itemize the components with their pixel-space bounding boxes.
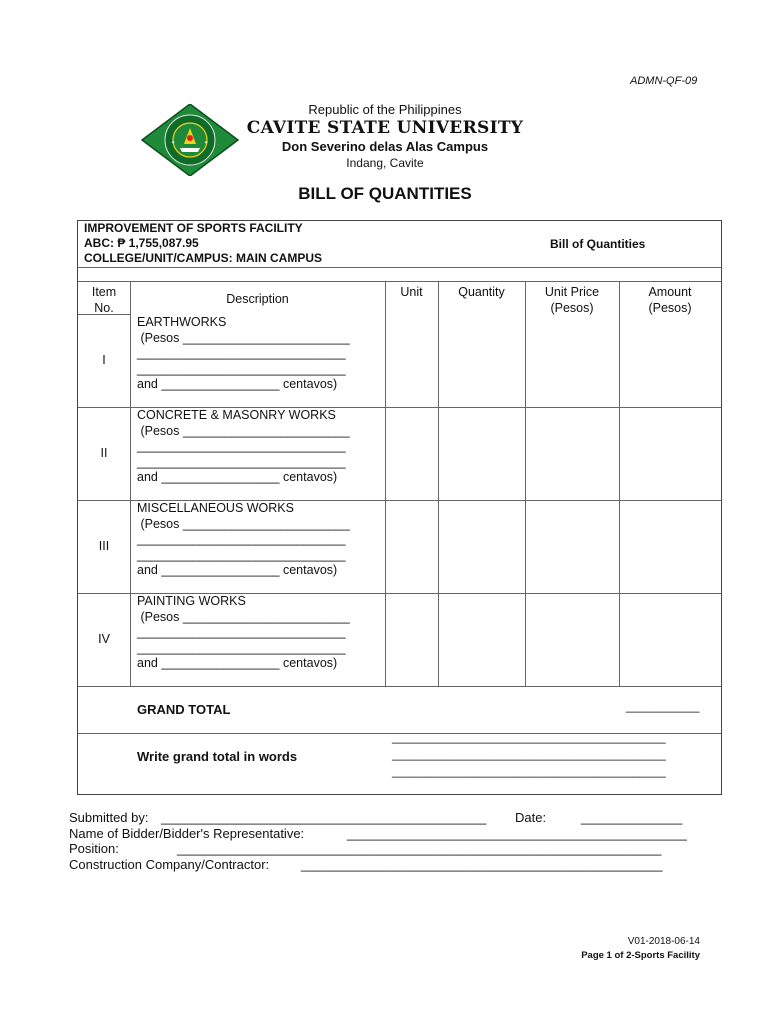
position-field[interactable]: ___________________________________________________________________ xyxy=(177,841,662,856)
column-header-unit-price: Unit Price (Pesos) xyxy=(544,285,600,315)
page-title: BILL OF QUANTITIES xyxy=(298,184,472,203)
contractor-row xyxy=(69,856,663,873)
section-description: CONCRETE & MASONRY WORKS (Pesos ________________________ ______________________________ ______________________________ and _________________ centavos) xyxy=(137,408,350,484)
campus-name: Don Severino delas Alas Campus xyxy=(281,139,489,154)
submitted-by-field[interactable]: _____________________________________________ xyxy=(161,810,487,825)
section-description: EARTHWORKS (Pesos ________________________ ______________________________ ______________________________ and _________________ centavos) xyxy=(137,315,350,391)
section-number: IV xyxy=(98,632,110,646)
section-description: PAINTING WORKS (Pesos ________________________ ______________________________ ______________________________ and _________________ centavos) xyxy=(137,594,350,670)
grand-total-label: GRAND TOTAL xyxy=(137,702,231,717)
bidder-field[interactable]: _______________________________________________ xyxy=(347,825,687,841)
bidder-label: Name of Bidder/Bidder's Representative: xyxy=(69,825,305,841)
boq-label: Bill of Quantities xyxy=(550,237,646,251)
submitted-by-label: Submitted by: xyxy=(69,810,149,825)
submitted-by-row xyxy=(69,810,683,826)
svg-text:✦: ✦ xyxy=(204,140,209,146)
document-code: ADMN-QF-09 xyxy=(630,75,698,87)
column-header-amount: Amount (Pesos) xyxy=(648,285,692,315)
project-college: COLLEGE/UNIT/CAMPUS: MAIN CAMPUS xyxy=(84,251,322,265)
university-seal-logo xyxy=(140,104,240,176)
page-number: Page 1 of 2-Sports Facility xyxy=(581,950,700,961)
section-number: III xyxy=(98,539,110,553)
column-header-item-no: Item No. xyxy=(91,285,117,315)
divider xyxy=(385,281,386,686)
signature-fields xyxy=(69,810,687,872)
section-number: II xyxy=(100,446,108,460)
divider xyxy=(619,281,620,686)
divider xyxy=(78,267,721,268)
project-abc: ABC: ₱ 1,755,087.95 xyxy=(84,236,199,250)
divider xyxy=(438,281,439,686)
university-name: CAVITE STATE UNIVERSITY xyxy=(246,118,524,138)
date-label: Date: xyxy=(515,810,547,825)
campus-location: Indang, Cavite xyxy=(346,156,424,170)
column-header-unit: Unit xyxy=(400,285,423,299)
date-field[interactable]: ______________ xyxy=(581,810,683,825)
grand-total-words-blank[interactable]: _________________________________________ _________________________________________ _________________________________________ xyxy=(392,730,666,778)
divider xyxy=(78,686,721,687)
bidder-row xyxy=(69,825,687,842)
column-header-description: Description xyxy=(226,292,289,306)
position-label: Position: xyxy=(69,841,119,856)
grand-total-words-label: Write grand total in words xyxy=(137,749,298,764)
bill-of-quantities-table xyxy=(77,220,722,795)
section-description: MISCELLANEOUS WORKS (Pesos ________________________ ______________________________ ______________________________ and _________________ centavos) xyxy=(137,501,350,577)
contractor-field[interactable]: __________________________________________________ xyxy=(301,856,663,872)
project-name: IMPROVEMENT OF SPORTS FACILITY xyxy=(84,221,303,235)
column-header-quantity: Quantity xyxy=(458,285,505,299)
republic-heading: Republic of the Philippines xyxy=(308,102,462,117)
svg-text:✦: ✦ xyxy=(171,140,176,146)
section-number: I xyxy=(102,353,106,367)
project-info xyxy=(84,221,322,266)
version-code: V01-2018-06-14 xyxy=(627,936,700,947)
divider xyxy=(525,281,526,686)
position-row xyxy=(69,841,662,857)
divider xyxy=(78,281,721,282)
contractor-label: Construction Company/Contractor: xyxy=(69,856,270,872)
divider xyxy=(130,281,131,686)
grand-total-blank[interactable]: ___________ xyxy=(626,699,700,713)
